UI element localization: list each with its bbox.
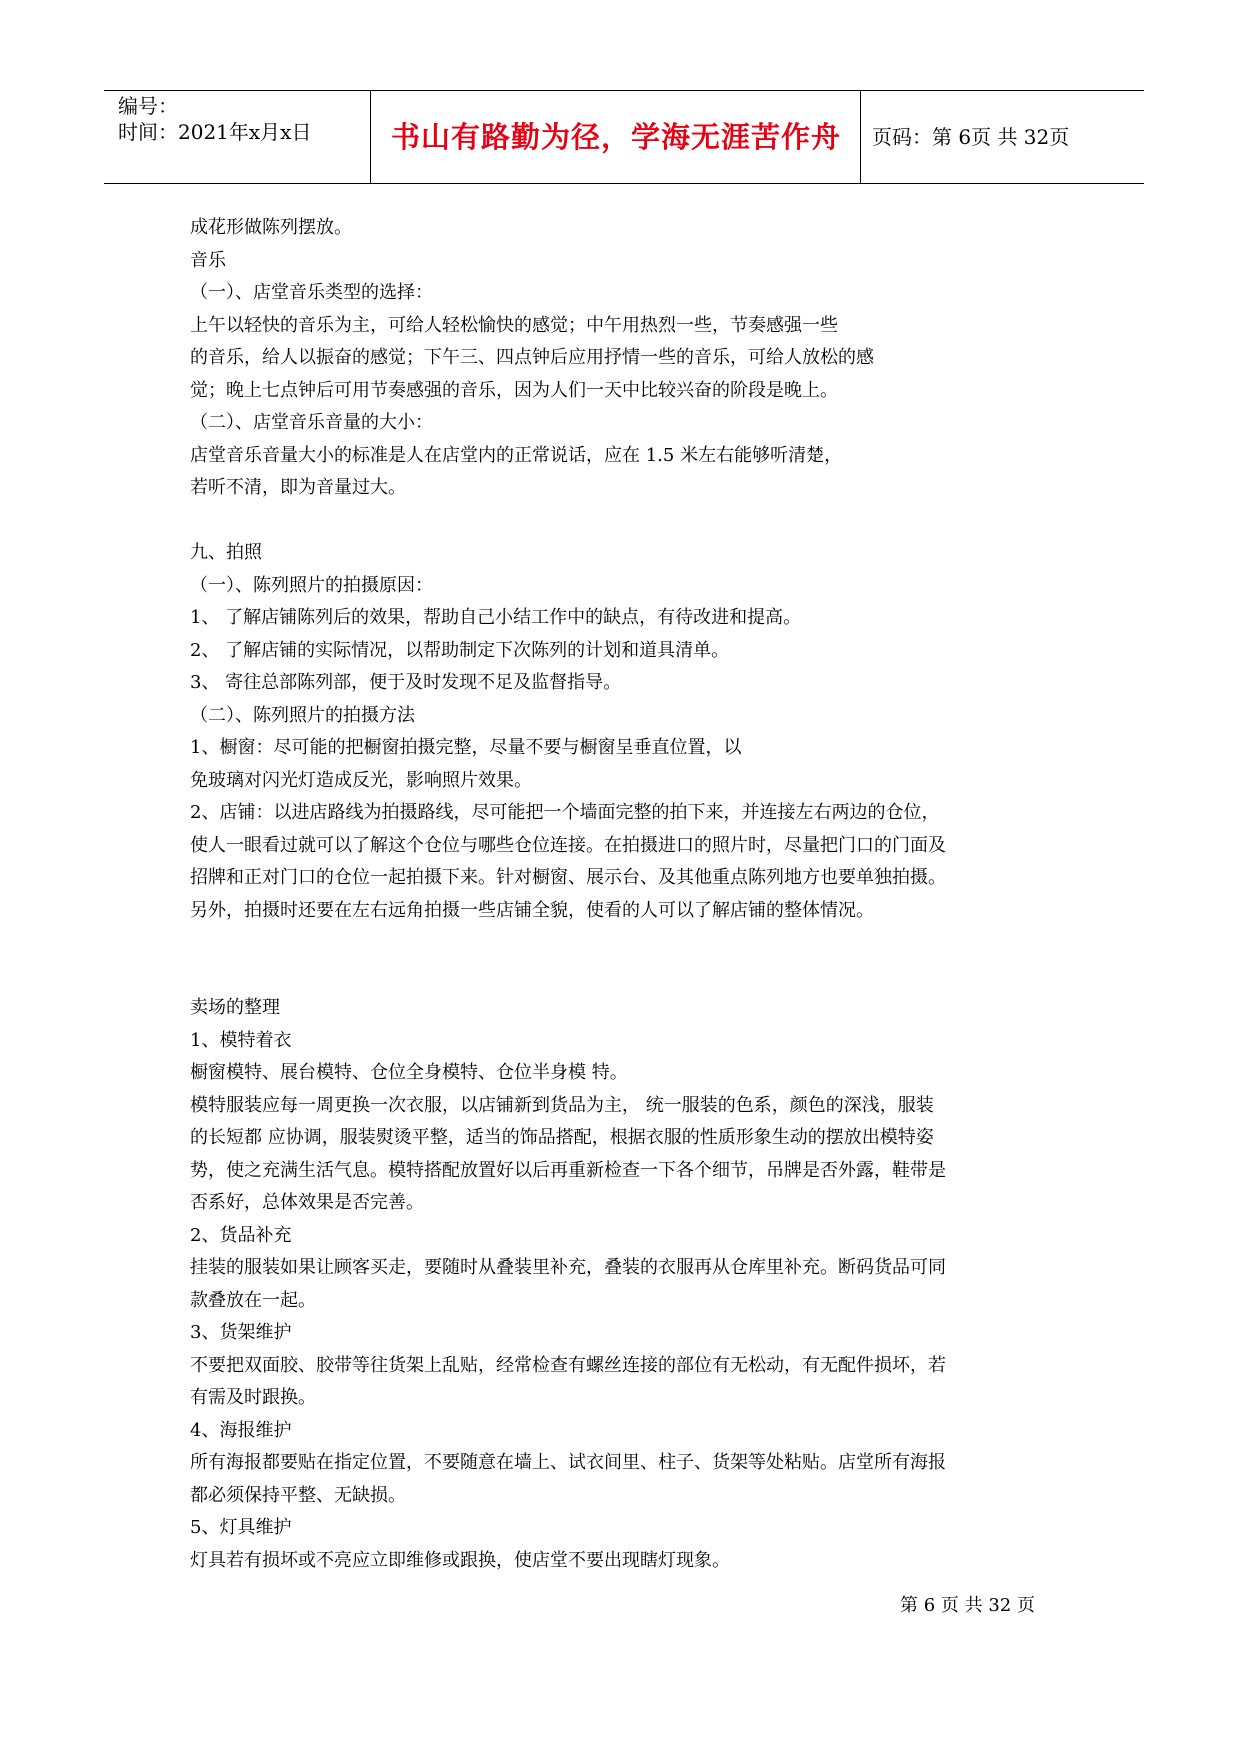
list-item: 5、灯具维护	[190, 1517, 292, 1538]
paragraph-line: 不要把双面胶、胶带等往货架上乱贴，经常检查有螺丝连接的部位有无松动，有无配件损坏，若	[190, 1354, 946, 1376]
paragraph-line: 款叠放在一起。	[190, 1289, 316, 1311]
paragraph-line: 使人一眼看过就可以了解这个仓位与哪些仓位连接。在拍摄进口的照片时，尽量把门口的门面及	[190, 834, 946, 856]
paragraph-line: 否系好，总体效果是否完善。	[190, 1192, 424, 1213]
list-item: 3、货架维护	[190, 1322, 292, 1343]
section-heading: 音乐	[190, 249, 226, 271]
subsection-heading: （一）、陈列照片的拍摄原因：	[190, 574, 433, 596]
list-item: 2、 了解店铺的实际情况，以帮助制定下次陈列的计划和道具清单。	[190, 639, 730, 661]
header-page-number: 页码：第 6页 共 32页	[872, 125, 1070, 149]
paragraph-line: 所有海报都要贴在指定位置，不要随意在墙上、试衣间里、柱子、货架等处粘贴。店堂所有海报	[190, 1452, 946, 1473]
page-footer: 第 6 页 共 32 页	[900, 1595, 1035, 1616]
page-header	[104, 90, 1144, 184]
paragraph-line: 的长短都 应协调，服装熨烫平整，适当的饰品搭配，根据衣服的性质形象生动的摆放出模特姿	[190, 1127, 934, 1148]
paragraph-line: 灯具若有损坏或不亮应立即维修或跟换，使店堂不要出现瞎灯现象。	[190, 1549, 730, 1571]
paragraph-line: 若听不清，即为音量过大。	[190, 477, 406, 498]
paragraph: 成花形做陈列摆放。	[190, 217, 352, 238]
paragraph-line: 模特服装应每一周更换一次衣服，以店铺新到货品为主， 统一服装的色系，颜色的深浅，服装	[190, 1094, 934, 1116]
header-motto: 书山有路勤为径，学海无涯苦作舟	[390, 120, 841, 154]
subsection-heading: （一）、店堂音乐类型的选择：	[190, 282, 433, 303]
header-meta	[118, 91, 370, 183]
list-item: 1、模特着衣	[190, 1029, 292, 1051]
list-item: 2、店铺：以进店路线为拍摄路线，尽可能把一个墙面完整的拍下来，并连接左右两边的仓位，	[190, 802, 940, 823]
section-heading: 卖场的整理	[190, 997, 280, 1018]
list-item: 1、 了解店铺陈列后的效果，帮助自己小结工作中的缺点，有待改进和提高。	[190, 607, 802, 628]
paragraph-line: 上午以轻快的音乐为主，可给人轻松愉快的感觉；中午用热烈一些，节奏感强一些	[190, 314, 838, 336]
list-item: 1、橱窗：尽可能的把橱窗拍摄完整，尽量不要与橱窗呈垂直位置，以	[190, 737, 742, 758]
paragraph-line: 招牌和正对门口的仓位一起拍摄下来。针对橱窗、展示台、及其他重点陈列地方也要单独拍摄。	[190, 867, 946, 888]
paragraph-line: 挂装的服装如果让顾客买走，要随时从叠装里补充，叠装的衣服再从仓库里补充。断码货品可同	[190, 1257, 946, 1278]
list-item: 2、货品补充	[190, 1224, 292, 1246]
paragraph-line: 都必须保持平整、无缺损。	[190, 1484, 406, 1506]
subsection-heading: （二）、店堂音乐音量的大小：	[190, 412, 433, 433]
paragraph-line: 另外，拍摄时还要在左右远角拍摄一些店铺全貌，使看的人可以了解店铺的整体情况。	[190, 899, 874, 921]
paragraph-line: 觉；晚上七点钟后可用节奏感强的音乐，因为人们一天中比较兴奋的阶段是晚上。	[190, 379, 838, 401]
paragraph-line: 有需及时跟换。	[190, 1387, 316, 1408]
paragraph-line: 的音乐，给人以振奋的感觉；下午三、四点钟后应用抒情一些的音乐，可给人放松的感	[190, 347, 874, 368]
paragraph-line: 店堂音乐音量大小的标准是人在店堂内的正常说话，应在 1.5 米左右能够听清楚，	[190, 444, 843, 466]
paragraph-line: 势，使之充满生活气息。模特搭配放置好以后再重新检查一下各个细节，吊牌是否外露，鞋带是	[190, 1159, 946, 1181]
section-heading: 九、拍照	[190, 542, 262, 563]
list-item: 3、 寄往总部陈列部，便于及时发现不足及监督指导。	[190, 672, 622, 693]
number-label: 编号：	[118, 94, 178, 118]
paragraph-line: 免玻璃对闪光灯造成反光，影响照片效果。	[190, 769, 532, 791]
document-body	[190, 212, 1090, 1577]
header-divider	[370, 91, 371, 183]
time-label: 时间：2021年x月x日	[118, 120, 312, 144]
header-divider	[860, 91, 861, 183]
paragraph-line: 橱窗模特、展台模特、仓位全身模特、仓位半身模 特。	[190, 1062, 628, 1083]
list-item: 4、海报维护	[190, 1419, 292, 1441]
subsection-heading: （二）、陈列照片的拍摄方法	[190, 704, 415, 726]
